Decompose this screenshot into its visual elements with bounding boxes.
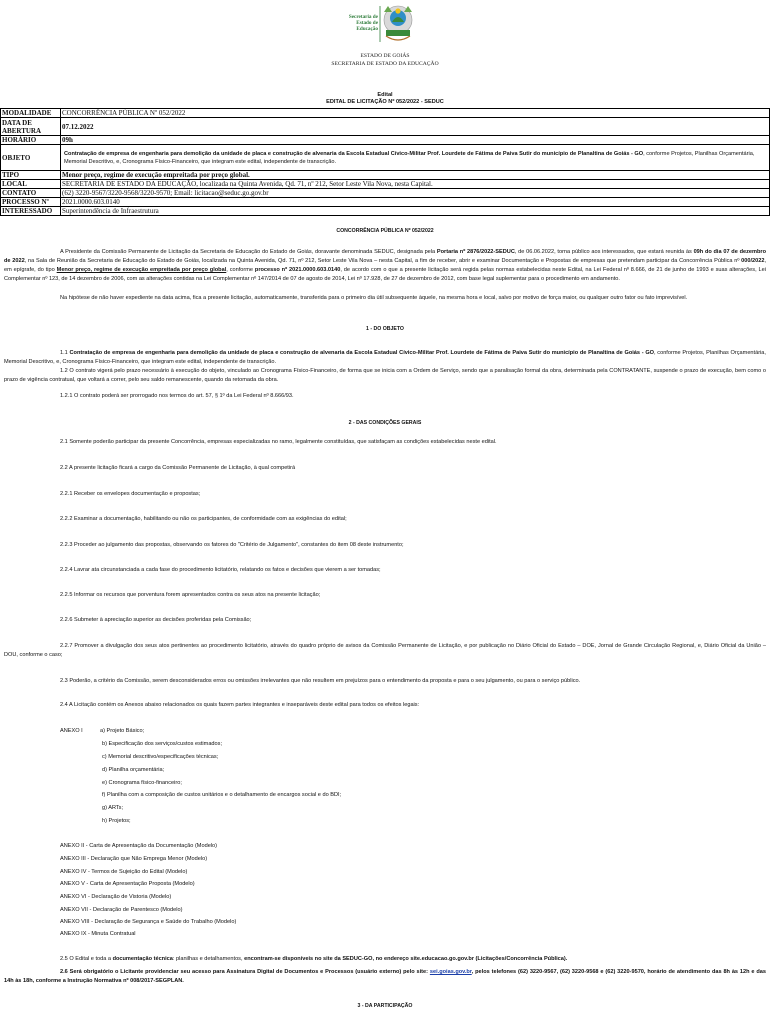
document-title: Edital: [377, 92, 393, 98]
annex-i-item: a) Projeto Básico;: [100, 728, 145, 734]
intro-text: , em epígrafe, do tipo: [4, 258, 767, 273]
annex-item: ANEXO IX - Minuta Contratual: [60, 931, 136, 937]
sei-link[interactable]: sei.goias.gov.br: [429, 969, 472, 975]
clause-2-2-4: 2.2.4 Lavrar ata circunstanciada a cada fase do procedimento licitatório, relatando os fatos e decisões que vierem a ser tomadas;: [60, 567, 381, 573]
clause-number: 1.1: [60, 350, 70, 356]
row-label: HORÁRIO: [1, 136, 61, 145]
table-row: [1, 207, 770, 216]
annex-i-item: g) ARTs;: [102, 805, 124, 811]
row-value: CONCORRÊNCIA PÚBLICA Nº 052/2022: [61, 109, 770, 118]
clause-2-2: 2.2 A presente licitação ficará a cargo da Comissão Permanente de Licitação, à qual competirá: [60, 465, 296, 471]
clause-2-3: 2.3 Poderão, a critério da Comissão, serem desconsiderados erros ou omissões irrelevantes que não resultem em prejuízos para o entendimento da proposta e para o seu julgamento, ou para o serviço público.: [60, 678, 581, 684]
clause-1-2-1: 1.2.1 O contrato poderá ser prorrogado nos termos do art. 57, § 1º da Lei Federal nº 8.666/93.: [60, 393, 294, 399]
clause-1-1: [4, 349, 766, 367]
clause-bold: documentação técnica: [112, 956, 173, 962]
table-row: [1, 118, 770, 136]
row-value: Menor preço, regime de execução empreitada por preço global.: [61, 171, 770, 180]
row-label: MODALIDADE: [1, 109, 61, 118]
clause-text: , pelos telefones (62) 3220-9567, (62) 3220-9568 e (62) 3220-9570, horário de atendimento das 8h às 12h e das 14h às 18h, conforme a Instrução Normativa nº 008/2017-SEGPLAN.: [4, 969, 766, 984]
row-label: OBJETO: [1, 145, 61, 171]
secretariat-name: SECRETARIA DE ESTADO DA EDUCAÇÃO: [331, 61, 439, 67]
intro-text: , de acordo com o que a presente licitação será regida pelas normas estabelecidas neste Edital, na Lei Federal nº 8.666, de 21 de junho de 1993 e suas alterações, Lei Complementar nº 123, de 14 dezembro de 2006, com as alterações contidas na Lei Complementar nº 147/2014 de 07 de agosto de 2014, Lei nº 17.928, de 27 de dezembro de 2012, com base legal suplementar para o procedimento em andamento.: [4, 267, 766, 282]
intro-date: 09h do dia 07 de dezembro de 2022: [4, 249, 766, 264]
clause-2-6: [4, 968, 766, 986]
intro-text: , de 06.06.2022, torna público aos interessados, que estará reunida às: [514, 249, 694, 255]
row-label: LOCAL: [1, 180, 61, 189]
row-label: TIPO: [1, 171, 61, 180]
annex-i-item: b) Especificação dos serviços/custos estimados;: [102, 741, 223, 747]
row-value: [61, 145, 770, 171]
clause-text: , conforme Projetos, Planilhas Orçamentária, Memorial Descritivo, e, Cronograma Físico-Financeiro, que integram este edital, independente de transcrição.: [4, 350, 766, 365]
annex-item: ANEXO VIII - Declaração de Segurança e Saúde do Trabalho (Modelo): [60, 919, 237, 925]
document-header: [0, 0, 770, 70]
table-row: [1, 189, 770, 198]
row-value: 2021.0000.603.0140: [61, 198, 770, 207]
table-row: [1, 171, 770, 180]
object-text-bold: Contratação de empresa de engenharia para demolição da unidade de placa e construção de alvenaria da Escola Estadual Cívico-Militar Prof. Lourdete de Fátima de Paiva Sutir do município de Planaltina de Goiás - GO: [64, 150, 644, 157]
table-row: [1, 136, 770, 145]
section-3-title: 3 - DA PARTICIPAÇÃO: [357, 1003, 413, 1009]
intro-text: A Presidente da Comissão Permanente de Licitação da Secretaria de Educação do Estado de Goiás, doravante denominada SEDUC, designada pela: [60, 249, 437, 255]
row-label: PROCESSO Nº: [1, 198, 61, 207]
row-value: 07.12.2022: [61, 118, 770, 136]
annex-i-item: e) Cronograma físico-financeiro;: [102, 780, 182, 786]
intro-ordinance: Portaria nº 2876/2022-SEDUC: [436, 249, 515, 255]
annex-item: ANEXO V - Carta de Apresentação Proposta (Modelo): [60, 881, 195, 887]
intro-text: , conforme: [226, 267, 255, 273]
annex-item: ANEXO II - Carta de Apresentação da Documentação (Modelo): [60, 843, 218, 849]
section-1-title: 1 - DO OBJETO: [366, 326, 404, 332]
row-label: CONTATO: [1, 189, 61, 198]
row-value: (62) 3220-9567/3220-9568/3220-9570; Email: licitacao@seduc.go.gov.br: [61, 189, 770, 198]
clause-text: 2.5 O Edital e toda a: [60, 956, 113, 962]
logo-text-line-3: Educação: [356, 26, 378, 32]
row-label: DATA DE ABERTURA: [1, 118, 61, 136]
table-row: [1, 198, 770, 207]
table-row: [1, 145, 770, 171]
annex-i-item: c) Memorial descritivo/especificações técnicas;: [102, 754, 219, 760]
no-expedient-paragraph: Na hipótese de não haver expediente na data acima, fica a presente licitação, automaticamente, transferida para o primeiro dia útil subsequente àquele, na mesma hora e local, salvo por motivo de força maior, ou qualquer outro fator ou fato imprevisível.: [60, 295, 688, 301]
annex-item: ANEXO IV - Termos de Sujeição do Edital (Modelo): [60, 869, 188, 875]
table-row: [1, 180, 770, 189]
row-label: INTERESSADO: [1, 207, 61, 216]
clause-2-4: 2.4 A Licitação contém os Anexos abaixo relacionados os quais fazem partes integrantes e inseparáveis deste edital para todos os efeitos legais:: [60, 702, 420, 708]
state-name: ESTADO DE GOIÁS: [360, 53, 410, 59]
intro-text: , na Sala de Reunião da Secretaria de Educação do Estado de Goiás, localizada na Quinta Avenida, Qd. 71, nº 212, Setor Leste Vila Nova – nesta Capital, a fim de receber, abrir e examinar Documentação e Propostas de empresas que pretendam participar da Concorrência Pública nº: [24, 258, 742, 264]
annex-i-item: h) Projetos;: [102, 818, 131, 824]
intro-type: Menor preço, regime de execução empreitada por preço global: [56, 267, 227, 273]
clause-object-bold: Contratação de empresa de engenharia para demolição da unidade de placa e construção de alvenaria da Escola Estadual Cívico-Militar Prof. Lourdete de Fátima de Paiva Sutir do município de Planaltina de Goiás - GO: [69, 350, 655, 356]
logo-text-line-1: Secretaria de: [348, 14, 378, 20]
annex-item: ANEXO VII - Declaração de Parentesco (Modelo): [60, 907, 183, 913]
clause-text: 2.6 Será obrigatório o Licitante providenciar seu acesso para Assinatura Digital de Documentos e Processos (usuário externo) pelo site:: [60, 969, 430, 975]
logo-text-line-2: Estado de: [356, 20, 378, 26]
intro-process: processo nº 2021.0000.603.0140: [254, 267, 341, 273]
table-row: [1, 109, 770, 118]
annex-item: ANEXO VI - Declaração de Vistoria (Modelo): [60, 894, 172, 900]
row-value: Superintendência de Infraestrutura: [61, 207, 770, 216]
annex-i-item: f) Planilha com a composição de custos unitários e o detalhamento de encargos social e do BDI;: [102, 792, 342, 798]
clause-2-2-5: 2.2.5 Informar os recursos que porventura forem apresentados contra os seus atos na presente licitação;: [60, 592, 321, 598]
clause-2-2-1: 2.2.1 Receber os envelopes documentação e propostas;: [60, 491, 201, 497]
bid-info-table: [0, 108, 770, 216]
clause-2-1: 2.1 Somente poderão participar da presente Concorrência, empresas especializadas no ramo, legalmente constituídas, que satisfaçam as condições estabelecidas neste edital.: [60, 439, 497, 445]
section-2-title: 2 - DAS CONDIÇÕES GERAIS: [348, 420, 422, 426]
row-value: 09h: [61, 136, 770, 145]
annex-i-item: d) Planilha orçamentária;: [102, 767, 165, 773]
intro-paragraph: [4, 248, 766, 284]
object-text: , conforme Projetos, Planilhas Orçamentária, Memorial Descritivo, e, Cronograma Físico-Financeiro, que integram este edital, independente de transcrição.: [64, 150, 755, 165]
clause-bold: encontram-se disponíveis no site da SEDUC-GO, no endereço site.educacao.go.gov.br (Licitações/Concorrência Pública).: [244, 956, 568, 962]
row-value: SECRETARIA DE ESTADO DA EDUCAÇÃO, localizada na Quinta Avenida, Qd. 71, nº 212, Setor Leste Vila Nova, nesta Capital.: [61, 180, 770, 189]
clause-2-5: [60, 955, 766, 964]
annex-item: ANEXO III - Declaração que Não Emprega Menor (Modelo): [60, 856, 208, 862]
clause-2-2-2: 2.2.2 Examinar a documentação, habilitando ou não os participantes, de conformidade com as exigências do edital;: [60, 516, 347, 522]
clause-1-2: 1.2 O contrato vigerá pelo prazo necessário à execução do objeto, vinculado ao Cronograma Físico-Financeiro, de forma que se inicia com a Ordem de Serviço, sendo que a paralisação formal da obra, determinada pela CONTRATANTE, suspende o prazo de execução, bem como o prazo de vigência contratual, que voltará a correr, pelo seu saldo remanescente, quando da retomada da obra.: [4, 368, 766, 383]
clause-2-2-3: 2.2.3 Proceder ao julgamento das propostas, observando os fatores do "Critério de Julgamento", constantes do item 08 deste instrumento;: [60, 542, 404, 548]
clause-2-2-6: 2.2.6 Submeter à apreciação superior as decisões proferidas pela Comissão;: [60, 617, 252, 623]
intro-number: 000/2022: [741, 258, 765, 264]
logo-text: [342, 14, 378, 32]
clause-text: : planilhas e detalhamentos,: [172, 956, 245, 962]
document-subtitle: EDITAL DE LICITAÇÃO Nº 052/2022 - SEDUC: [326, 99, 444, 105]
clause-2-2-7: 2.2.7 Promover a divulgação dos seus atos pertinentes ao procedimento licitatório, através do quadro próprio de avisos da Comissão Permanente de Licitação, e por publicação no Diário Oficial do Estado – DOE, Jornal de Grande Circulação Regional, e, Diário Oficial da União – DOU, conforme o caso;: [4, 643, 766, 658]
annex-i-label: ANEXO I: [60, 728, 83, 734]
section-title: CONCORRÊNCIA PÚBLICA Nº 052/2022: [336, 228, 434, 234]
